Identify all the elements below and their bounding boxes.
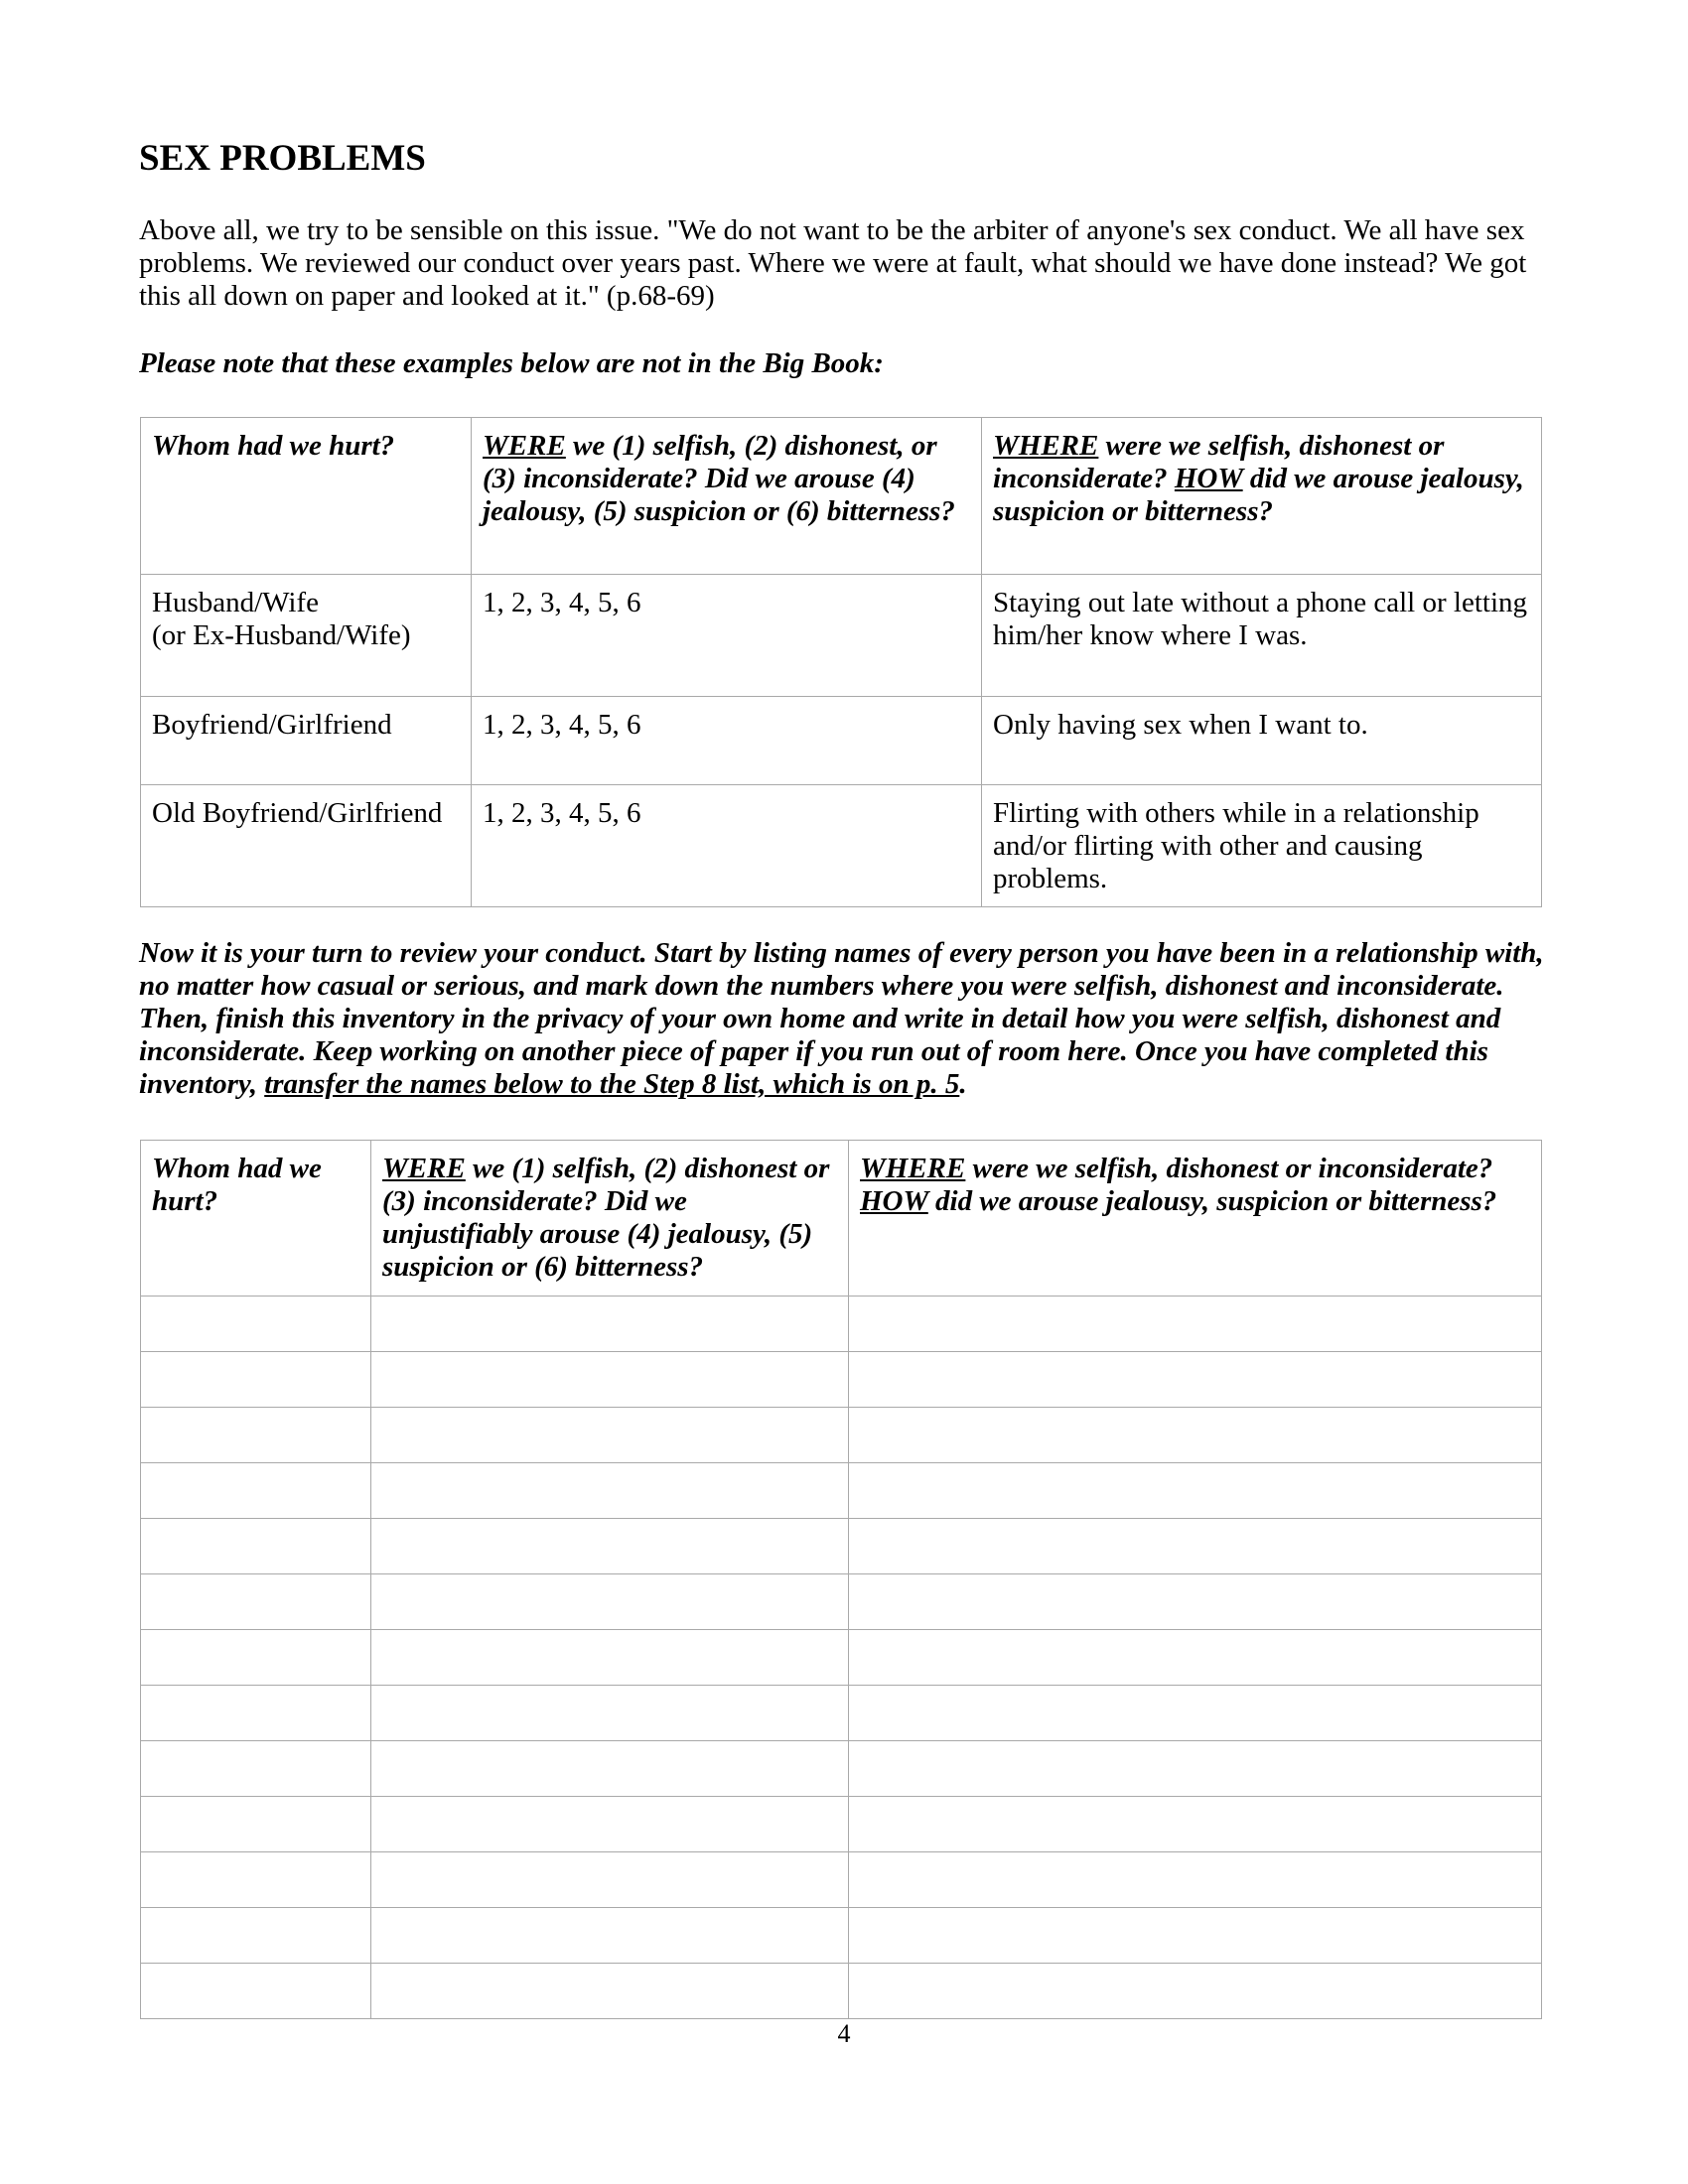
row-numbers: 1, 2, 3, 4, 5, 6 [472, 697, 982, 785]
personal-inventory-table [140, 1140, 1542, 2019]
header-where-how: WHERE were we selfish, dishonest or inconsiderate? HOW did we arouse jealousy, suspicion or bitterness? [982, 418, 1542, 575]
blank-whom-cell[interactable] [141, 1574, 371, 1630]
blank-detail-cell[interactable] [849, 1852, 1542, 1908]
blank-numbers-cell[interactable] [371, 1852, 849, 1908]
blank-detail-cell[interactable] [849, 1630, 1542, 1686]
blank-numbers-cell[interactable] [371, 1797, 849, 1852]
blank-whom-cell[interactable] [141, 1519, 371, 1574]
blank-numbers-cell[interactable] [371, 1574, 849, 1630]
row-whom: Husband/Wife (or Ex-Husband/Wife) [141, 575, 472, 697]
blank-whom-cell[interactable] [141, 1463, 371, 1519]
blank-numbers-cell[interactable] [371, 1408, 849, 1463]
blank-numbers-cell[interactable] [371, 1630, 849, 1686]
blank-detail-cell[interactable] [849, 1908, 1542, 1964]
blank-numbers-cell[interactable] [371, 1352, 849, 1408]
blank-detail-cell[interactable] [849, 1463, 1542, 1519]
blank-numbers-cell[interactable] [371, 1964, 849, 2019]
table-row [141, 1741, 1542, 1797]
table-row [141, 1686, 1542, 1741]
intro-paragraph: Above all, we try to be sensible on this issue. "We do not want to be the arbiter of anyone's sex conduct. We all have sex problems. We reviewed our conduct over years past. Where we were at fault, what should we have done instead? We got this all down on paper and looked at it." (p.68-69) [139, 214, 1527, 312]
header-whom: Whom had we hurt? [141, 1141, 371, 1297]
blank-whom-cell[interactable] [141, 1630, 371, 1686]
table-row [141, 1519, 1542, 1574]
table-row [141, 1408, 1542, 1463]
blank-numbers-cell[interactable] [371, 1463, 849, 1519]
header-were: WERE we (1) selfish, (2) dishonest or (3) inconsiderate? Did we unjustifiably arouse (4) jealousy, (5) suspicion or (6) bitterness? [371, 1141, 849, 1297]
table-row [141, 1297, 1542, 1352]
blank-whom-cell[interactable] [141, 1352, 371, 1408]
blank-whom-cell[interactable] [141, 1686, 371, 1741]
blank-detail-cell[interactable] [849, 1797, 1542, 1852]
step8-reference: transfer the names below to the Step 8 list, which is on p. 5 [264, 1068, 960, 1100]
table-row [141, 697, 1542, 785]
blank-whom-cell[interactable] [141, 1408, 371, 1463]
table-row [141, 1352, 1542, 1408]
examples-note: Please note that these examples below are not in the Big Book: [139, 347, 884, 379]
row-detail: Only having sex when I want to. [982, 697, 1542, 785]
blank-detail-cell[interactable] [849, 1519, 1542, 1574]
table-row [141, 1964, 1542, 2019]
table-row [141, 1463, 1542, 1519]
table-row [141, 575, 1542, 697]
blank-detail-cell[interactable] [849, 1686, 1542, 1741]
page-number: 4 [837, 2019, 851, 2048]
example-inventory-table [140, 417, 1542, 907]
header-whom: Whom had we hurt? [141, 418, 472, 575]
table-row [141, 1852, 1542, 1908]
row-whom: Boyfriend/Girlfriend [141, 697, 472, 785]
blank-numbers-cell[interactable] [371, 1297, 849, 1352]
blank-whom-cell[interactable] [141, 1964, 371, 2019]
blank-numbers-cell[interactable] [371, 1741, 849, 1797]
blank-numbers-cell[interactable] [371, 1686, 849, 1741]
header-where-how: WHERE were we selfish, dishonest or inconsiderate? HOW did we arouse jealousy, suspicion or bitterness? [849, 1141, 1542, 1297]
blank-numbers-cell[interactable] [371, 1908, 849, 1964]
table-header-row [141, 1141, 1542, 1297]
table-row [141, 1630, 1542, 1686]
instructions-paragraph: Now it is your turn to review your conduct. Start by listing names of every person you have been in a relationship with, no matter how casual or serious, and mark down the numbers where you were selfish, dishonest and inconsiderate. Then, finish this inventory in the privacy of your own home and write in detail how you were selfish, dishonest and inconsiderate. Keep working on another piece of paper if you run out of room here. Once you have completed this inventory, transfer the names below to the Step 8 list, which is on p. 5. [139, 937, 1544, 1100]
row-detail: Staying out late without a phone call or letting him/her know where I was. [982, 575, 1542, 697]
table-row [141, 1574, 1542, 1630]
table-row [141, 1908, 1542, 1964]
blank-detail-cell[interactable] [849, 1408, 1542, 1463]
blank-detail-cell[interactable] [849, 1574, 1542, 1630]
header-were: WERE we (1) selfish, (2) dishonest, or (3) inconsiderate? Did we arouse (4) jealousy, (5) suspicion or (6) bitterness? [472, 418, 982, 575]
blank-detail-cell[interactable] [849, 1352, 1542, 1408]
blank-detail-cell[interactable] [849, 1964, 1542, 2019]
table-row [141, 785, 1542, 907]
table-row [141, 1797, 1542, 1852]
row-numbers: 1, 2, 3, 4, 5, 6 [472, 575, 982, 697]
blank-whom-cell[interactable] [141, 1741, 371, 1797]
blank-numbers-cell[interactable] [371, 1519, 849, 1574]
blank-whom-cell[interactable] [141, 1852, 371, 1908]
row-detail: Flirting with others while in a relationship and/or flirting with other and causing problems. [982, 785, 1542, 907]
page-title: SEX PROBLEMS [139, 138, 426, 179]
blank-whom-cell[interactable] [141, 1297, 371, 1352]
table-header-row [141, 418, 1542, 575]
blank-whom-cell[interactable] [141, 1908, 371, 1964]
row-whom: Old Boyfriend/Girlfriend [141, 785, 472, 907]
blank-detail-cell[interactable] [849, 1741, 1542, 1797]
blank-detail-cell[interactable] [849, 1297, 1542, 1352]
row-numbers: 1, 2, 3, 4, 5, 6 [472, 785, 982, 907]
blank-whom-cell[interactable] [141, 1797, 371, 1852]
